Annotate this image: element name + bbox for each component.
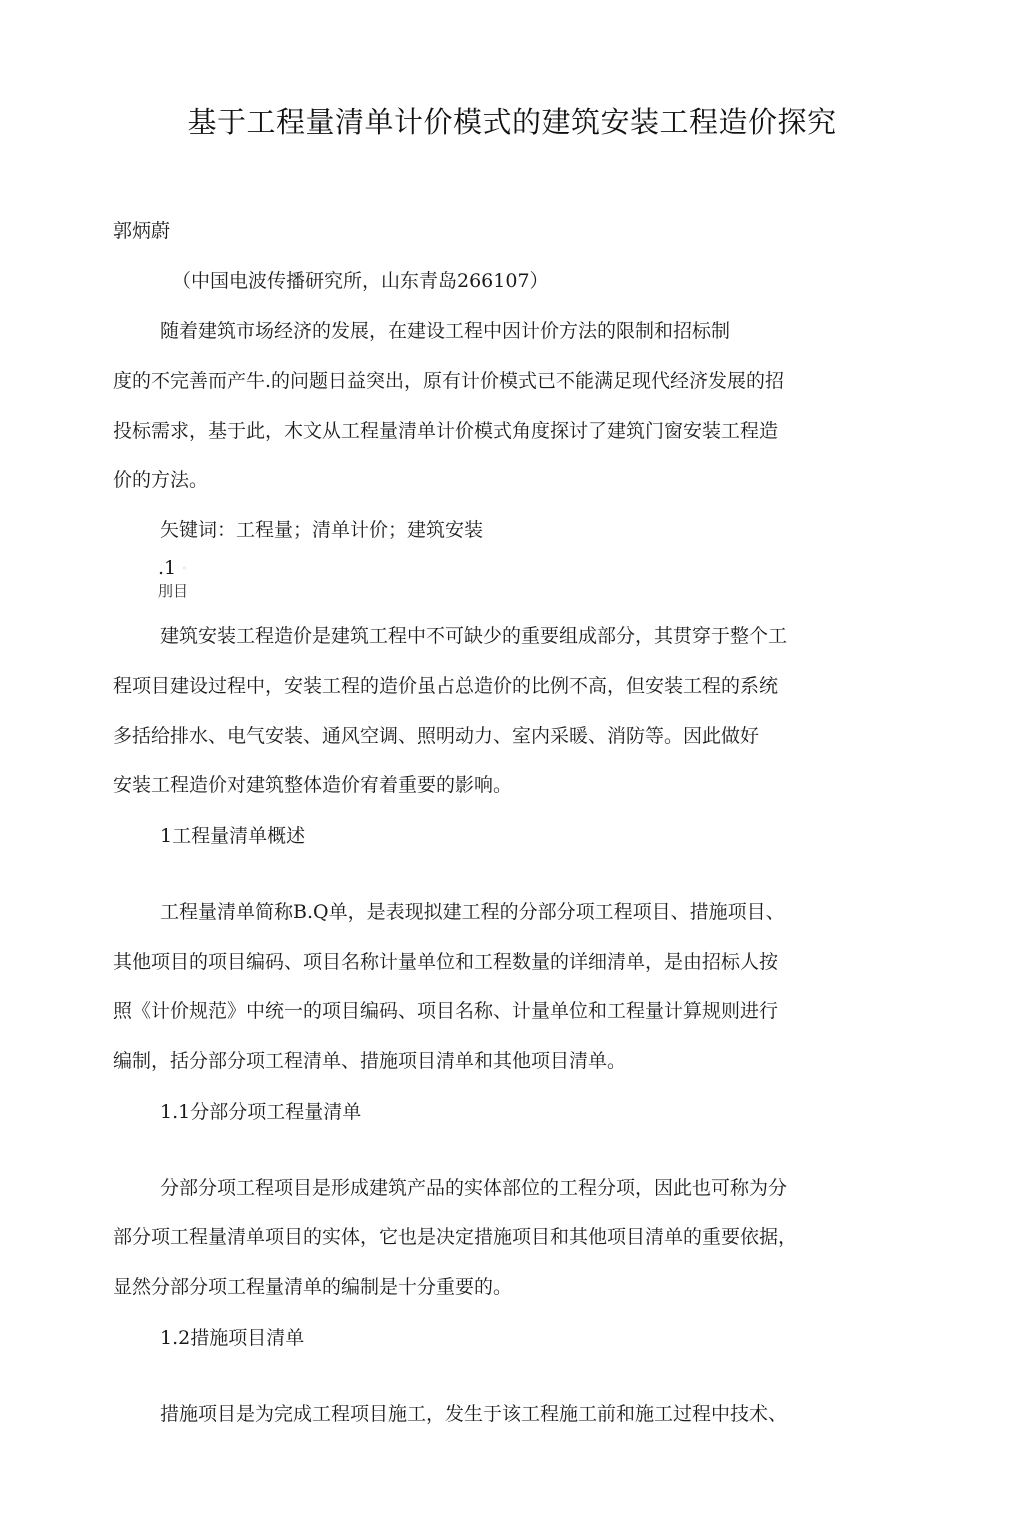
keywords: 矢键词：工程量；清单计价；建筑安装 — [160, 519, 484, 541]
paragraph-line: 显然分部分项工程量清单的编制是十分重要的。 — [113, 1276, 513, 1298]
paragraph-line: 建筑安装工程造价是建筑工程中不可缺少的重要组成部分，其贯穿于整个工 — [160, 625, 788, 647]
abstract-line: 度的不完善而产牛.的问题日益突出，原有计价模式已不能满足现代经济发展的招 — [113, 370, 785, 392]
paper-title: 基于工程量清单计价模式的建筑安装工程造价探究 — [187, 105, 837, 139]
intro-section-label: 刖目 — [158, 582, 189, 600]
dot-mark: ◦ — [182, 564, 187, 573]
paragraph-line: 措施项目是为完成工程项目施工，发生于该工程施工前和施工过程中技术、 — [160, 1403, 788, 1425]
paragraph-line: 安装工程造价对建筑整体造价宥着重要的影响。 — [113, 774, 513, 796]
author-affiliation: （中国电波传播研究所，山东青岛266107） — [172, 270, 549, 292]
author-name: 郭炳蔚 — [113, 220, 171, 242]
paragraph-line: 编制，括分部分项工程清单、措施项目清单和其他项目清单。 — [113, 1050, 627, 1072]
abstract-line: 价的方法。 — [113, 469, 209, 491]
paragraph-line: 照《计价规范》中统一的项目编码、项目名称、计量单位和工程量计算规则进行 — [113, 1000, 779, 1022]
intro-number-text: .1 — [158, 557, 177, 579]
paragraph-line: 其他项目的项目编码、项目名称计量单位和工程数量的详细清单，是由招标人按 — [113, 951, 779, 973]
intro-section-number — [158, 557, 187, 580]
paragraph-line: 工程量清单简称B.Q单，是表现拟建工程的分部分项工程项目、措施项目、 — [160, 901, 785, 923]
paragraph-line: 多括给排水、电气安装、通风空调、照明动力、室内采暖、消防等。因此做好 — [113, 725, 760, 747]
paragraph-line: 程项目建设过程中，安装工程的造价虽占总造价的比例不高，但安装工程的系统 — [113, 675, 779, 697]
abstract-line: 投标需求，基于此，木文从工程量清单计价模式角度探讨了建筑门窗安装工程造 — [113, 420, 779, 442]
paragraph-line: 分部分项工程项目是形成建筑产品的实体部位的工程分项，因此也可称为分 — [160, 1177, 788, 1199]
abstract-line: 随着建筑市场经济的发展，在建设工程中因计价方法的限制和招标制 — [160, 320, 731, 342]
paragraph-line: 部分项工程量清单项目的实体，它也是决定措施项目和其他项目清单的重要依据， — [113, 1226, 798, 1248]
section-heading: 1工程量清单概述 — [160, 825, 306, 847]
section-heading: 1.1分部分项工程量清单 — [160, 1101, 362, 1123]
section-heading: 1.2措施项目清单 — [160, 1327, 305, 1349]
